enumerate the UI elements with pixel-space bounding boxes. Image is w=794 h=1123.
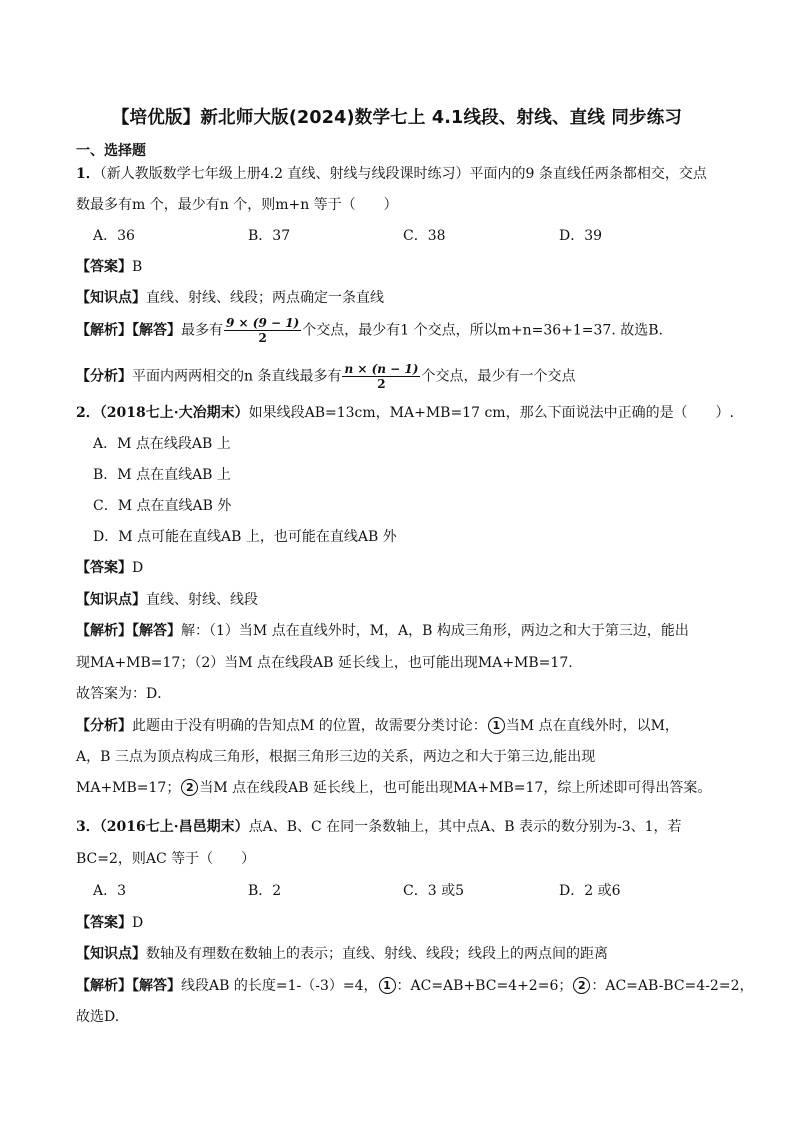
fraction [224, 316, 301, 345]
q2-stem-text: 如果线段AB=13cm，MA+MB=17 cm，那么下面说法中正确的是（ ）. [248, 405, 735, 421]
analysis-text: ：AC=AB-BC=4-2=2， [591, 978, 754, 994]
q1-option-c: C．38 [403, 228, 446, 244]
knowledge-text: 直线、射线、线段 [146, 592, 258, 608]
q1-answer [76, 257, 734, 277]
q3-stem-line2: BC=2，则AC 等于（ ） [76, 851, 256, 867]
analysis-text: 解：（1）当M 点在直线外时，M，A，B 构成三角形，两边之和大于第三边，能出 [181, 623, 689, 639]
analysis-tag: 【解析】【解答】 [76, 623, 181, 639]
q1-option-d: D．39 [559, 228, 603, 244]
q2-option-c: C．M 点在直线AB 外 [93, 498, 232, 514]
q3-number: 3． [76, 819, 100, 835]
review-text-post: 个交点，最少有一个交点 [421, 368, 576, 385]
section-heading: 一、选择题 [76, 143, 146, 159]
q3-source: （2016七上·昌邑期末） [99, 819, 249, 835]
q1-stem-line1 [76, 164, 734, 184]
q1-number: 1． [76, 166, 100, 182]
circled-number: 1 [379, 977, 396, 994]
q3-option-b: B．2 [248, 883, 282, 899]
q2-review-line1 [76, 716, 734, 736]
q2-source: （2018七上·大冶期末） [99, 405, 249, 421]
q1-stem-text1: 平面内的9 条直线任两条都相交，交点 [469, 166, 707, 182]
q2-analysis-line3: 故答案为：D． [76, 686, 172, 702]
q2-option-a: A．M 点在线段AB 上 [93, 436, 231, 452]
analysis-tag: 【解析】【解答】 [76, 322, 181, 339]
knowledge-text: 数轴及有理数在数轴上的表示；直线、射线、线段；线段上的两点间的距离 [146, 946, 608, 962]
q2-stem [76, 403, 734, 423]
q3-stem-line1 [76, 817, 734, 837]
q1-option-b: B．37 [248, 228, 291, 244]
review-text: 此题由于没有明确的告知点M 的位置，故需要分类讨论： [132, 718, 487, 734]
circled-number: 2 [573, 977, 590, 994]
fraction-numerator: n × (n − 1) [344, 362, 419, 376]
q2-knowledge [76, 590, 734, 610]
q2-option-d: D．M 点可能在直线AB 上，也可能在直线AB 外 [93, 529, 397, 545]
review-text: 当M 点在线段AB 延长线上，也可能出现MA+MB=17，综上所述即可得出答案。 [199, 780, 712, 796]
q1-option-a: A．36 [93, 228, 135, 244]
fraction-denominator: 2 [377, 377, 386, 391]
knowledge-tag: 【知识点】 [76, 592, 146, 608]
fraction-denominator: 2 [258, 331, 267, 345]
q3-option-d: D．2 或6 [559, 883, 621, 899]
analysis-tag: 【解析】【解答】 [76, 978, 181, 994]
knowledge-tag: 【知识点】 [76, 946, 146, 962]
analysis-text-pre: 最多有 [181, 322, 223, 339]
review-tag: 【分析】 [76, 368, 132, 385]
fraction-numerator: 9 × (9 − 1) [226, 316, 300, 330]
q1-source: （新人教版数学七年级上册4.2 直线、射线与线段课时练习） [99, 166, 470, 182]
answer-tag: 【答案】 [76, 560, 132, 576]
review-text-pre: 平面内两两相交的n 条直线最多有 [132, 368, 342, 385]
q2-analysis-line1 [76, 621, 734, 641]
answer-tag: 【答案】 [76, 915, 132, 931]
review-text: 当M 点在直线外时，以M， [505, 718, 679, 734]
analysis-text: ：AC=AB+BC=4+2=6； [396, 978, 573, 994]
q3-analysis-line1 [76, 976, 754, 996]
analysis-text: 线段AB 的长度=1-（-3）=4， [181, 978, 378, 994]
q2-number: 2． [76, 405, 100, 421]
q3-option-c: C．3 或5 [403, 883, 464, 899]
q2-analysis-line2: 现MA+MB=17；（2）当M 点在线段AB 延长线上，也可能出现MA+MB=17. [76, 655, 573, 671]
circled-number: 1 [488, 717, 505, 734]
answer-tag: 【答案】 [76, 259, 132, 275]
answer-value: B [132, 259, 143, 275]
q2-option-b: B．M 点在直线AB 上 [93, 467, 231, 483]
q1-analysis [76, 316, 734, 345]
review-tag: 【分析】 [76, 718, 132, 734]
q1-knowledge [76, 288, 734, 308]
q2-review-line2: A，B 三点为顶点构成三角形，根据三角形三边的关系，两边之和大于第三边,能出现 [76, 749, 596, 765]
circled-number: 2 [181, 779, 198, 796]
page-title: 【培优版】新北师大版(2024)数学七上 4.1线段、射线、直线 同步练习 [111, 108, 683, 128]
q2-review-line3 [76, 778, 734, 798]
answer-value: D [132, 915, 144, 931]
q3-answer [76, 913, 734, 933]
q3-knowledge [76, 944, 734, 964]
knowledge-tag: 【知识点】 [76, 290, 146, 306]
fraction [342, 362, 420, 391]
review-text: MA+MB=17； [76, 780, 181, 796]
q1-stem-line2: 数最多有m 个，最少有n 个，则m+n 等于（ ） [76, 197, 398, 213]
q3-option-a: A．3 [93, 883, 127, 899]
knowledge-text: 直线、射线、线段；两点确定一条直线 [146, 290, 384, 306]
answer-value: D [132, 560, 144, 576]
q1-review [76, 362, 734, 391]
q3-stem-text1: 点A、B、C 在同一条数轴上，其中点A、B 表示的数分别为-3、1，若 [248, 819, 682, 835]
analysis-text-post: 个交点，最少有1 个交点，所以m+n=36+1=37. 故选B. [302, 322, 663, 339]
q2-answer [76, 558, 734, 578]
q3-analysis-line2: 故选D. [76, 1009, 120, 1025]
